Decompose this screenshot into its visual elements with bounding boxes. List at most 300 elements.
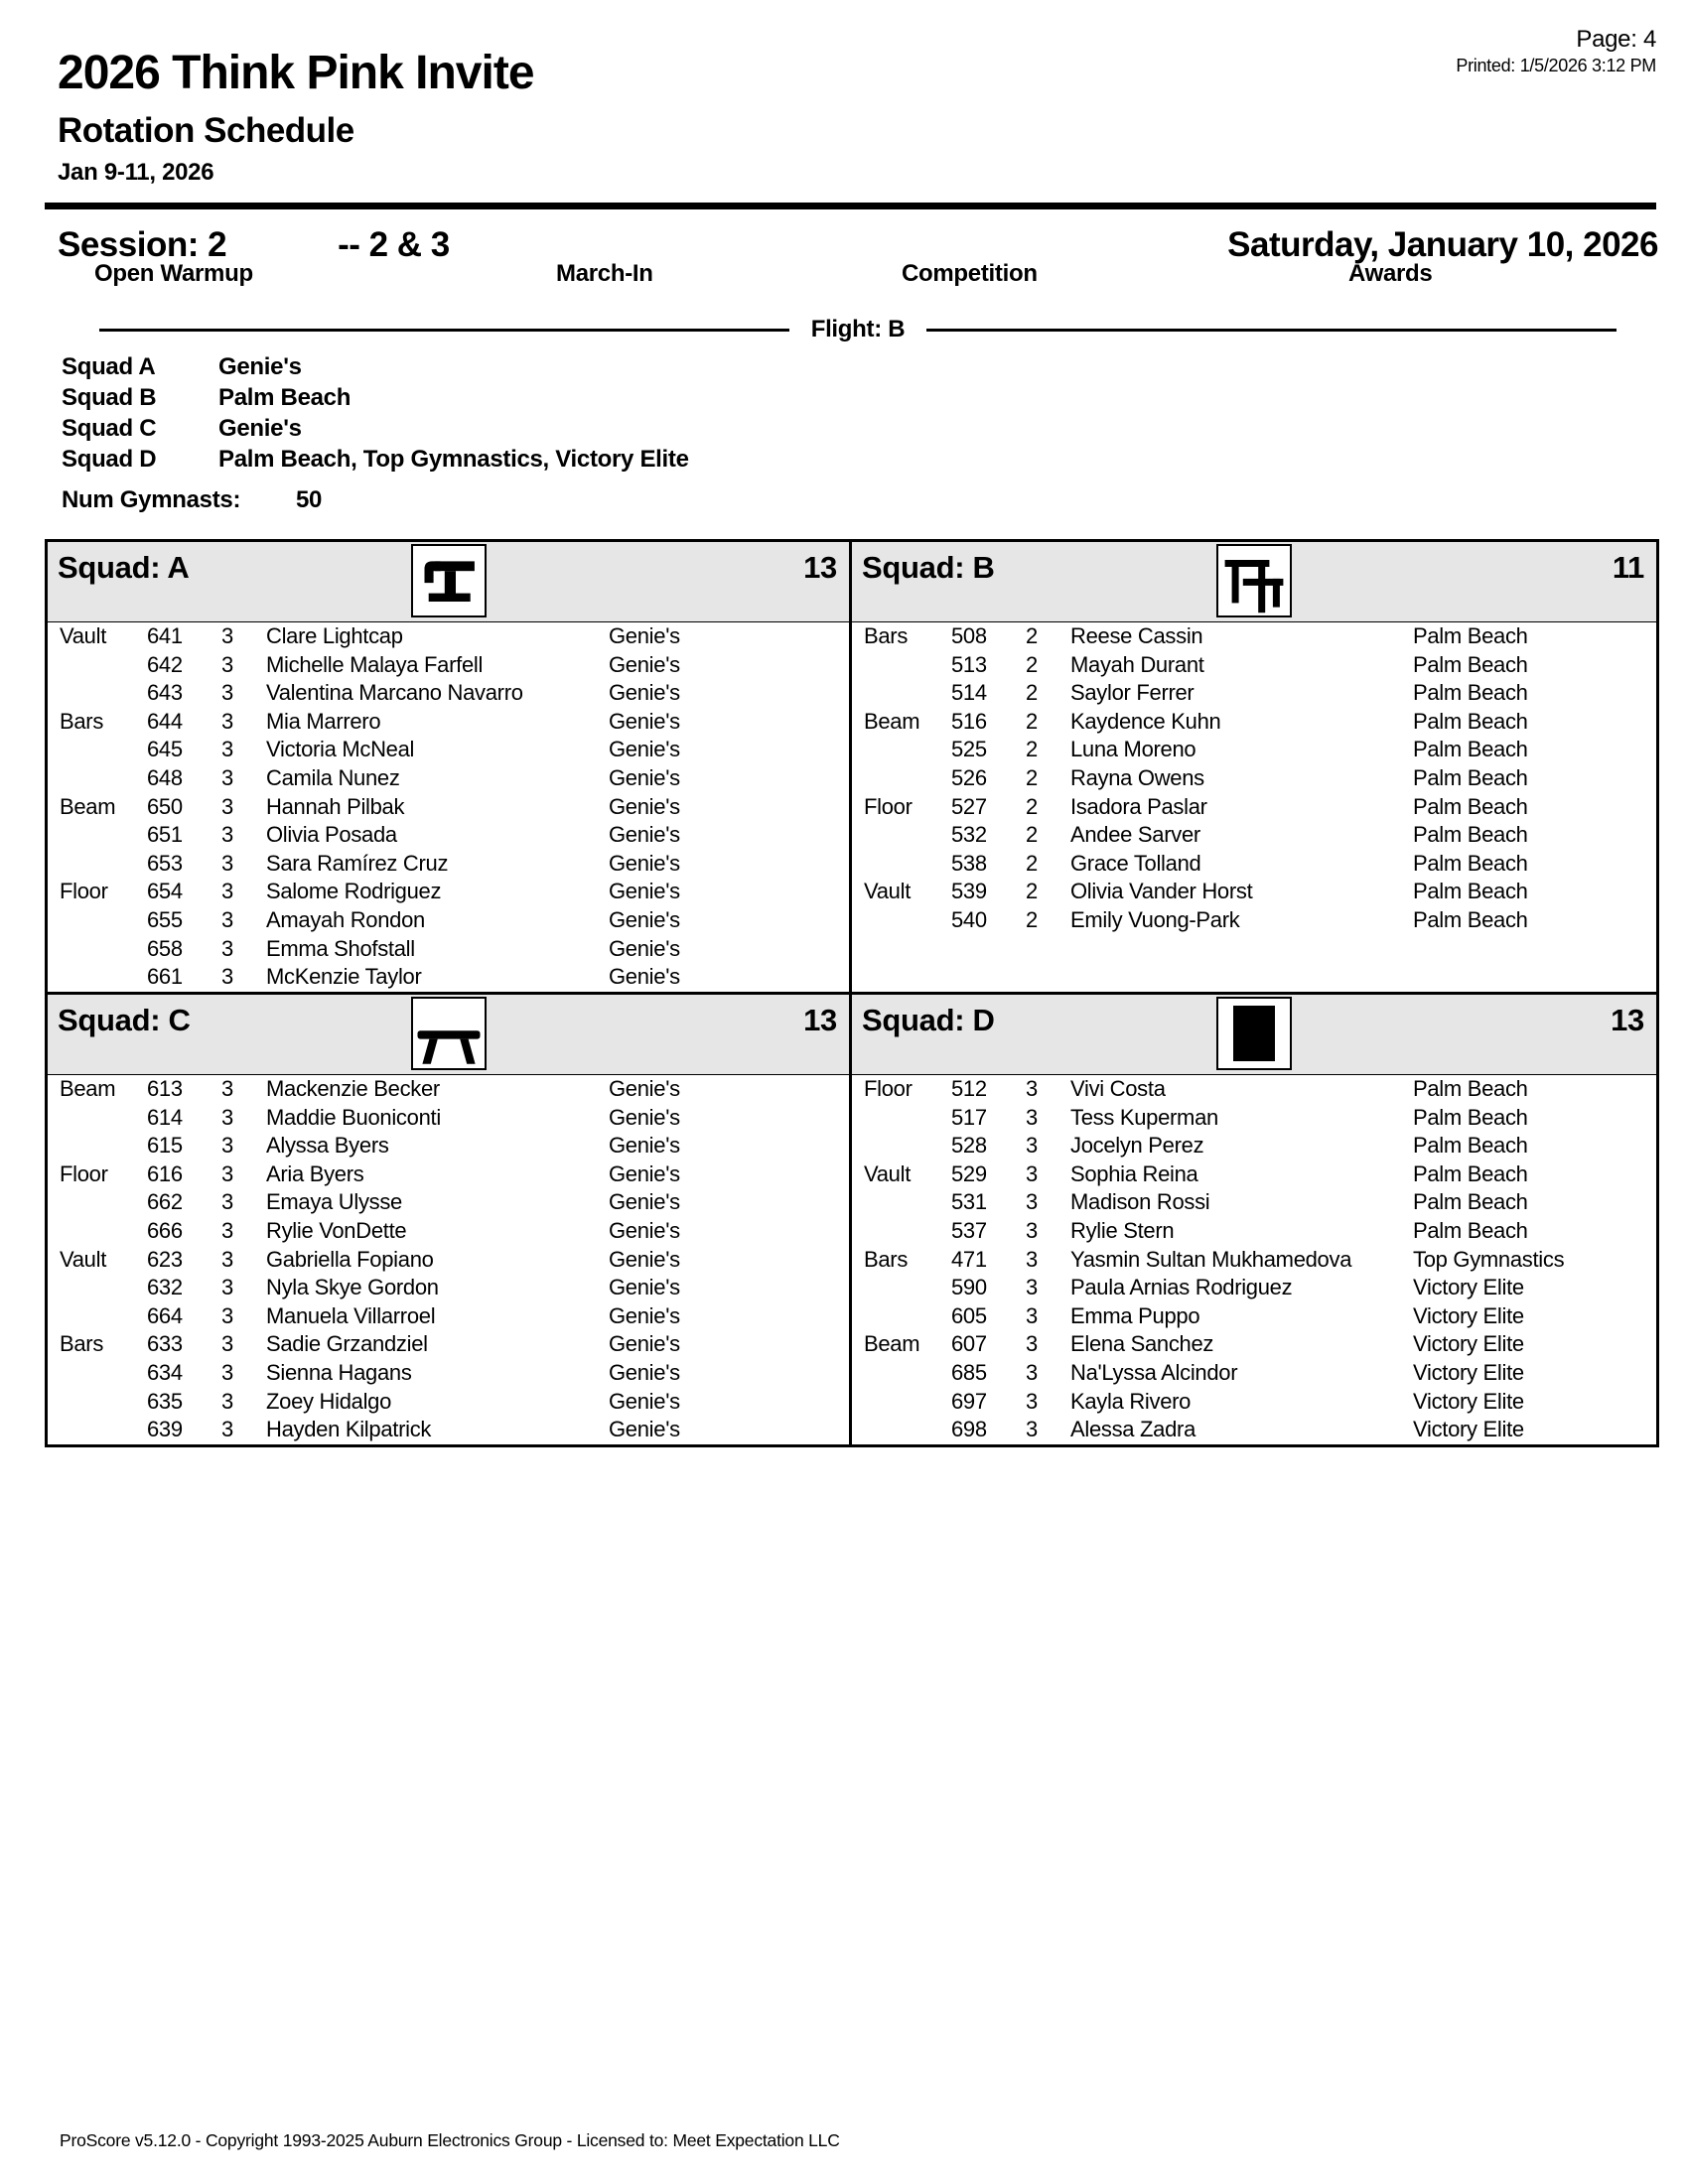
balance-beam-icon [413, 999, 485, 1068]
row-event: Vault [60, 1246, 107, 1272]
squad-title: Squad: B [862, 550, 995, 585]
squad-d-rows [852, 1075, 1656, 1444]
squad-a-header [48, 542, 852, 621]
row-club: Genie's [609, 793, 680, 819]
gymnast-row [48, 1388, 849, 1417]
row-club: Genie's [609, 964, 680, 990]
row-number: 644 [147, 708, 183, 734]
printed-timestamp: Printed: 1/5/2026 3:12 PM [1456, 56, 1656, 75]
row-club: Palm Beach [1413, 623, 1528, 648]
row-number: 642 [147, 651, 183, 677]
row-club: Genie's [609, 1076, 680, 1101]
row-level: 3 [221, 1388, 233, 1414]
gymnast-row [48, 1246, 849, 1275]
row-number: 513 [951, 651, 987, 677]
row-level: 3 [1026, 1359, 1038, 1385]
row-level: 3 [221, 764, 233, 790]
row-gymnast-name: Jocelyn Perez [1070, 1133, 1204, 1159]
row-number: 645 [147, 737, 183, 762]
gymnast-row [852, 1302, 1656, 1331]
squad-count: 13 [803, 1003, 837, 1037]
row-gymnast-name: Victoria McNeal [266, 737, 415, 762]
row-club: Genie's [609, 708, 680, 734]
row-level: 3 [1026, 1302, 1038, 1328]
row-club: Genie's [609, 737, 680, 762]
row-event [864, 821, 951, 850]
row-number: 666 [147, 1217, 183, 1243]
header-rule [45, 203, 1656, 209]
row-gymnast-name: Andee Sarver [1070, 822, 1200, 848]
row-club: Genie's [609, 1275, 680, 1300]
squad-header-band-cd [48, 992, 1656, 1075]
row-number: 528 [951, 1133, 987, 1159]
row-club: Palm Beach [1413, 708, 1528, 734]
phase-march-in: March-In [556, 260, 653, 287]
row-event [864, 1302, 951, 1331]
row-level: 2 [1026, 906, 1038, 932]
row-club: Victory Elite [1413, 1388, 1524, 1414]
row-level: 3 [1026, 1388, 1038, 1414]
gymnast-row [48, 736, 849, 764]
row-level: 3 [221, 793, 233, 819]
row-club: Palm Beach [1413, 850, 1528, 876]
row-gymnast-name: Hannah Pilbak [266, 793, 405, 819]
row-number: 516 [951, 708, 987, 734]
row-level: 3 [1026, 1331, 1038, 1357]
row-club: Genie's [609, 822, 680, 848]
row-level: 3 [221, 935, 233, 961]
row-event [60, 935, 147, 964]
row-number: 590 [951, 1275, 987, 1300]
row-gymnast-name: Michelle Malaya Farfell [266, 651, 484, 677]
row-club: Genie's [609, 1417, 680, 1442]
row-level: 3 [221, 1275, 233, 1300]
row-event: Bars [864, 1246, 909, 1272]
row-event: Bars [864, 623, 909, 648]
row-club: Genie's [609, 1246, 680, 1272]
row-level: 3 [221, 964, 233, 990]
rotation-table [45, 539, 1659, 1447]
session-date: Saturday, January 10, 2026 [1227, 225, 1658, 264]
gymnast-row [48, 906, 849, 935]
squad-d-header [852, 995, 1656, 1074]
row-event: Floor [864, 1076, 913, 1101]
row-gymnast-name: Yasmin Sultan Mukhamedova [1070, 1246, 1352, 1272]
gymnast-row [852, 622, 1656, 651]
flight-divider [99, 316, 1617, 343]
gymnast-row [852, 793, 1656, 822]
gymnast-row [48, 764, 849, 793]
row-level: 2 [1026, 623, 1038, 648]
row-club: Palm Beach [1413, 651, 1528, 677]
row-number: 613 [147, 1076, 183, 1101]
squad-assignments [62, 351, 689, 475]
page-title: 2026 Think Pink Invite [58, 47, 534, 99]
row-level: 3 [1026, 1417, 1038, 1442]
row-event: Bars [60, 708, 104, 734]
gymnast-row [48, 1302, 849, 1331]
row-level: 2 [1026, 850, 1038, 876]
row-event [60, 679, 147, 708]
gymnast-row [852, 906, 1656, 935]
gymnast-row [48, 1330, 849, 1359]
phases-row [0, 260, 1688, 292]
row-level: 2 [1026, 879, 1038, 904]
row-club: Genie's [609, 623, 680, 648]
row-event [864, 651, 951, 680]
gymnast-row [48, 1104, 849, 1133]
flight-line-left [99, 329, 789, 332]
phase-awards: Awards [1348, 260, 1433, 287]
row-club: Palm Beach [1413, 680, 1528, 706]
row-event [60, 850, 147, 879]
row-gymnast-name: Valentina Marcano Navarro [266, 680, 523, 706]
row-number: 529 [951, 1160, 987, 1186]
row-level: 3 [221, 879, 233, 904]
gymnast-row [852, 1104, 1656, 1133]
row-level: 3 [221, 623, 233, 648]
squad-title: Squad: D [862, 1003, 995, 1037]
row-club: Genie's [609, 1331, 680, 1357]
gymnast-row [852, 1388, 1656, 1417]
gymnast-row [852, 850, 1656, 879]
row-gymnast-name: Olivia Posada [266, 822, 397, 848]
gymnast-row [48, 679, 849, 708]
row-event [864, 1188, 951, 1217]
row-event [864, 1104, 951, 1133]
row-gymnast-name: Rylie Stern [1070, 1217, 1175, 1243]
row-level: 3 [221, 850, 233, 876]
gymnast-row [852, 1132, 1656, 1160]
vault-table-icon [413, 546, 485, 615]
squad-assignment-row [62, 351, 689, 382]
row-number: 632 [147, 1275, 183, 1300]
row-gymnast-name: Emma Shofstall [266, 935, 415, 961]
row-number: 538 [951, 850, 987, 876]
row-gymnast-name: Paula Arnias Rodriguez [1070, 1275, 1293, 1300]
row-number: 623 [147, 1246, 183, 1272]
row-club: Genie's [609, 1189, 680, 1215]
row-event [60, 963, 147, 992]
gymnast-row [852, 764, 1656, 793]
row-level: 3 [221, 1189, 233, 1215]
page-number: Page: 4 [1576, 26, 1656, 53]
row-gymnast-name: Olivia Vander Horst [1070, 879, 1253, 904]
row-event: Beam [60, 1076, 116, 1101]
squad-assignment-label: Squad C [62, 415, 157, 442]
row-level: 2 [1026, 651, 1038, 677]
row-level: 3 [221, 1302, 233, 1328]
row-level: 2 [1026, 793, 1038, 819]
row-gymnast-name: Sophia Reina [1070, 1160, 1198, 1186]
row-event [864, 850, 951, 879]
squad-assignment-label: Squad D [62, 446, 157, 473]
row-club: Genie's [609, 680, 680, 706]
row-gymnast-name: Alyssa Byers [266, 1133, 389, 1159]
row-event: Vault [864, 1160, 912, 1186]
row-event: Bars [60, 1331, 104, 1357]
row-event [864, 679, 951, 708]
row-number: 514 [951, 680, 987, 706]
squad-header-band-ab [48, 542, 1656, 622]
row-club: Genie's [609, 935, 680, 961]
row-event [864, 1274, 951, 1302]
row-number: 635 [147, 1388, 183, 1414]
row-event [60, 906, 147, 935]
squad-title: Squad: C [58, 1003, 191, 1037]
gymnast-row [48, 1416, 849, 1444]
row-gymnast-name: Mayah Durant [1070, 651, 1204, 677]
row-event [60, 1104, 147, 1133]
row-number: 641 [147, 623, 183, 648]
gymnast-row [48, 935, 849, 964]
row-number: 639 [147, 1417, 183, 1442]
row-level: 2 [1026, 737, 1038, 762]
squad-assignment-label: Squad B [62, 384, 157, 411]
row-gymnast-name: Luna Moreno [1070, 737, 1196, 762]
row-club: Genie's [609, 906, 680, 932]
gymnast-row [48, 651, 849, 680]
row-event [60, 736, 147, 764]
row-level: 3 [221, 1133, 233, 1159]
row-event [864, 1416, 951, 1444]
row-club: Palm Beach [1413, 793, 1528, 819]
floor-mat-icon [1218, 999, 1290, 1068]
row-gymnast-name: Amayah Rondon [266, 906, 425, 932]
gymnast-row [852, 651, 1656, 680]
gymnast-row [48, 821, 849, 850]
row-number: 634 [147, 1359, 183, 1385]
meet-date-range: Jan 9-11, 2026 [58, 159, 214, 186]
squad-assignment-clubs: Palm Beach [218, 384, 352, 411]
row-number: 517 [951, 1104, 987, 1130]
row-club: Genie's [609, 1217, 680, 1243]
row-gymnast-name: Mia Marrero [266, 708, 381, 734]
gymnast-row [48, 850, 849, 879]
gymnast-row [48, 622, 849, 651]
row-event: Beam [864, 1331, 920, 1357]
row-number: 525 [951, 737, 987, 762]
phase-competition: Competition [902, 260, 1038, 287]
row-club: Palm Beach [1413, 764, 1528, 790]
row-gymnast-name: Aria Byers [266, 1160, 364, 1186]
flight-label: Flight: B [810, 316, 906, 342]
row-number: 531 [951, 1189, 987, 1215]
row-event [60, 1188, 147, 1217]
row-number: 643 [147, 680, 183, 706]
row-level: 3 [221, 1331, 233, 1357]
gymnast-row [852, 1246, 1656, 1275]
row-event [864, 736, 951, 764]
row-level: 3 [221, 1246, 233, 1272]
row-gymnast-name: Camila Nunez [266, 764, 400, 790]
footer-text: ProScore v5.12.0 - Copyright 1993-2025 Auburn Electronics Group - Licensed to: Meet Expectation LLC [60, 2130, 840, 2150]
row-gymnast-name: Isadora Paslar [1070, 793, 1207, 819]
squad-assignment-label: Squad A [62, 353, 156, 380]
row-club: Palm Beach [1413, 1189, 1528, 1215]
row-number: 614 [147, 1104, 183, 1130]
row-event [864, 1132, 951, 1160]
event-icon-box [1216, 997, 1292, 1070]
session-row [58, 225, 1658, 265]
row-gymnast-name: Kayla Rivero [1070, 1388, 1192, 1414]
num-gymnasts-row [62, 486, 322, 514]
squad-c-rows [48, 1075, 852, 1444]
row-club: Genie's [609, 850, 680, 876]
row-level: 3 [1026, 1217, 1038, 1243]
row-number: 662 [147, 1189, 183, 1215]
row-club: Genie's [609, 1388, 680, 1414]
gymnast-row [852, 878, 1656, 906]
row-number: 537 [951, 1217, 987, 1243]
row-number: 512 [951, 1076, 987, 1101]
num-gymnasts-value: 50 [296, 486, 323, 513]
row-gymnast-name: McKenzie Taylor [266, 964, 422, 990]
row-number: 698 [951, 1417, 987, 1442]
row-event [60, 1416, 147, 1444]
row-number: 633 [147, 1331, 183, 1357]
event-icon-box [411, 997, 487, 1070]
row-club: Palm Beach [1413, 1217, 1528, 1243]
gymnast-row [852, 708, 1656, 737]
row-gymnast-name: Mackenzie Becker [266, 1076, 440, 1101]
row-gymnast-name: Madison Rossi [1070, 1189, 1210, 1215]
gymnast-row [852, 821, 1656, 850]
squad-count: 13 [1611, 1003, 1644, 1037]
row-club: Victory Elite [1413, 1302, 1524, 1328]
session-left [58, 225, 450, 265]
gymnast-row [48, 1075, 849, 1104]
row-club: Genie's [609, 1302, 680, 1328]
row-level: 2 [1026, 680, 1038, 706]
rows-band-ab [48, 622, 1656, 992]
row-club: Victory Elite [1413, 1331, 1524, 1357]
row-event [60, 1302, 147, 1331]
rows-band-cd [48, 1075, 1656, 1444]
row-gymnast-name: Emma Puppo [1070, 1302, 1200, 1328]
row-number: 540 [951, 906, 987, 932]
row-event [60, 651, 147, 680]
gymnast-row [48, 1160, 849, 1189]
row-gymnast-name: Alessa Zadra [1070, 1417, 1196, 1442]
row-gymnast-name: Salome Rodriguez [266, 879, 442, 904]
row-gymnast-name: Clare Lightcap [266, 623, 403, 648]
row-level: 3 [221, 1104, 233, 1130]
row-number: 655 [147, 906, 183, 932]
row-event: Floor [60, 879, 108, 904]
squad-assignment-row [62, 413, 689, 444]
gymnast-row [48, 1274, 849, 1302]
gymnast-row [852, 1217, 1656, 1246]
row-gymnast-name: Rylie VonDette [266, 1217, 407, 1243]
row-club: Victory Elite [1413, 1275, 1524, 1300]
row-gymnast-name: Elena Sanchez [1070, 1331, 1214, 1357]
squad-assignment-clubs: Genie's [218, 415, 302, 442]
gymnast-row [48, 1359, 849, 1388]
row-number: 532 [951, 822, 987, 848]
row-number: 648 [147, 764, 183, 790]
row-gymnast-name: Vivi Costa [1070, 1076, 1166, 1101]
row-gymnast-name: Manuela Villarroel [266, 1302, 436, 1328]
row-number: 508 [951, 623, 987, 648]
squad-a-rows [48, 622, 852, 992]
row-club: Palm Beach [1413, 822, 1528, 848]
row-number: 526 [951, 764, 987, 790]
row-event: Vault [864, 879, 912, 904]
phase-open-warmup: Open Warmup [94, 260, 253, 287]
gymnast-row [852, 1274, 1656, 1302]
row-gymnast-name: Zoey Hidalgo [266, 1388, 392, 1414]
row-level: 3 [221, 1217, 233, 1243]
row-club: Palm Beach [1413, 737, 1528, 762]
row-gymnast-name: Reese Cassin [1070, 623, 1203, 648]
flight-line-right [926, 329, 1617, 332]
row-level: 3 [221, 1417, 233, 1442]
gymnast-row [48, 878, 849, 906]
row-club: Genie's [609, 1133, 680, 1159]
uneven-bars-icon [1218, 546, 1290, 615]
row-club: Palm Beach [1413, 1104, 1528, 1130]
gymnast-row [852, 1330, 1656, 1359]
row-number: 658 [147, 935, 183, 961]
gymnast-row [852, 1160, 1656, 1189]
row-club: Palm Beach [1413, 1076, 1528, 1101]
session-detail: -- 2 & 3 [338, 225, 450, 264]
row-gymnast-name: Rayna Owens [1070, 764, 1204, 790]
row-club: Genie's [609, 764, 680, 790]
row-event: Beam [60, 793, 116, 819]
gymnast-row [852, 679, 1656, 708]
row-club: Palm Beach [1413, 906, 1528, 932]
squad-assignment-clubs: Genie's [218, 353, 302, 380]
row-event [60, 1217, 147, 1246]
num-gymnasts-label: Num Gymnasts: [62, 486, 241, 513]
row-club: Palm Beach [1413, 1133, 1528, 1159]
row-gymnast-name: Nyla Skye Gordon [266, 1275, 439, 1300]
row-event: Floor [864, 793, 913, 819]
row-number: 527 [951, 793, 987, 819]
row-number: 471 [951, 1246, 987, 1272]
row-number: 651 [147, 822, 183, 848]
page-meta [1456, 26, 1656, 76]
row-level: 3 [1026, 1189, 1038, 1215]
row-number: 605 [951, 1302, 987, 1328]
row-event [864, 906, 951, 935]
gymnast-row [48, 1217, 849, 1246]
row-club: Palm Beach [1413, 879, 1528, 904]
row-number: 607 [951, 1331, 987, 1357]
row-level: 3 [1026, 1275, 1038, 1300]
row-gymnast-name: Tess Kuperman [1070, 1104, 1218, 1130]
row-level: 3 [221, 708, 233, 734]
row-level: 3 [221, 680, 233, 706]
row-gymnast-name: Emaya Ulysse [266, 1189, 402, 1215]
row-event: Vault [60, 623, 107, 648]
row-level: 3 [1026, 1133, 1038, 1159]
row-level: 2 [1026, 822, 1038, 848]
gymnast-row [852, 736, 1656, 764]
squad-b-rows [852, 622, 1656, 992]
squad-c-header [48, 995, 852, 1074]
row-event [60, 1359, 147, 1388]
squad-assignment-row [62, 382, 689, 413]
row-gymnast-name: Kaydence Kuhn [1070, 708, 1221, 734]
row-level: 2 [1026, 764, 1038, 790]
row-number: 539 [951, 879, 987, 904]
row-club: Victory Elite [1413, 1359, 1524, 1385]
row-gymnast-name: Maddie Buoniconti [266, 1104, 441, 1130]
row-level: 2 [1026, 708, 1038, 734]
